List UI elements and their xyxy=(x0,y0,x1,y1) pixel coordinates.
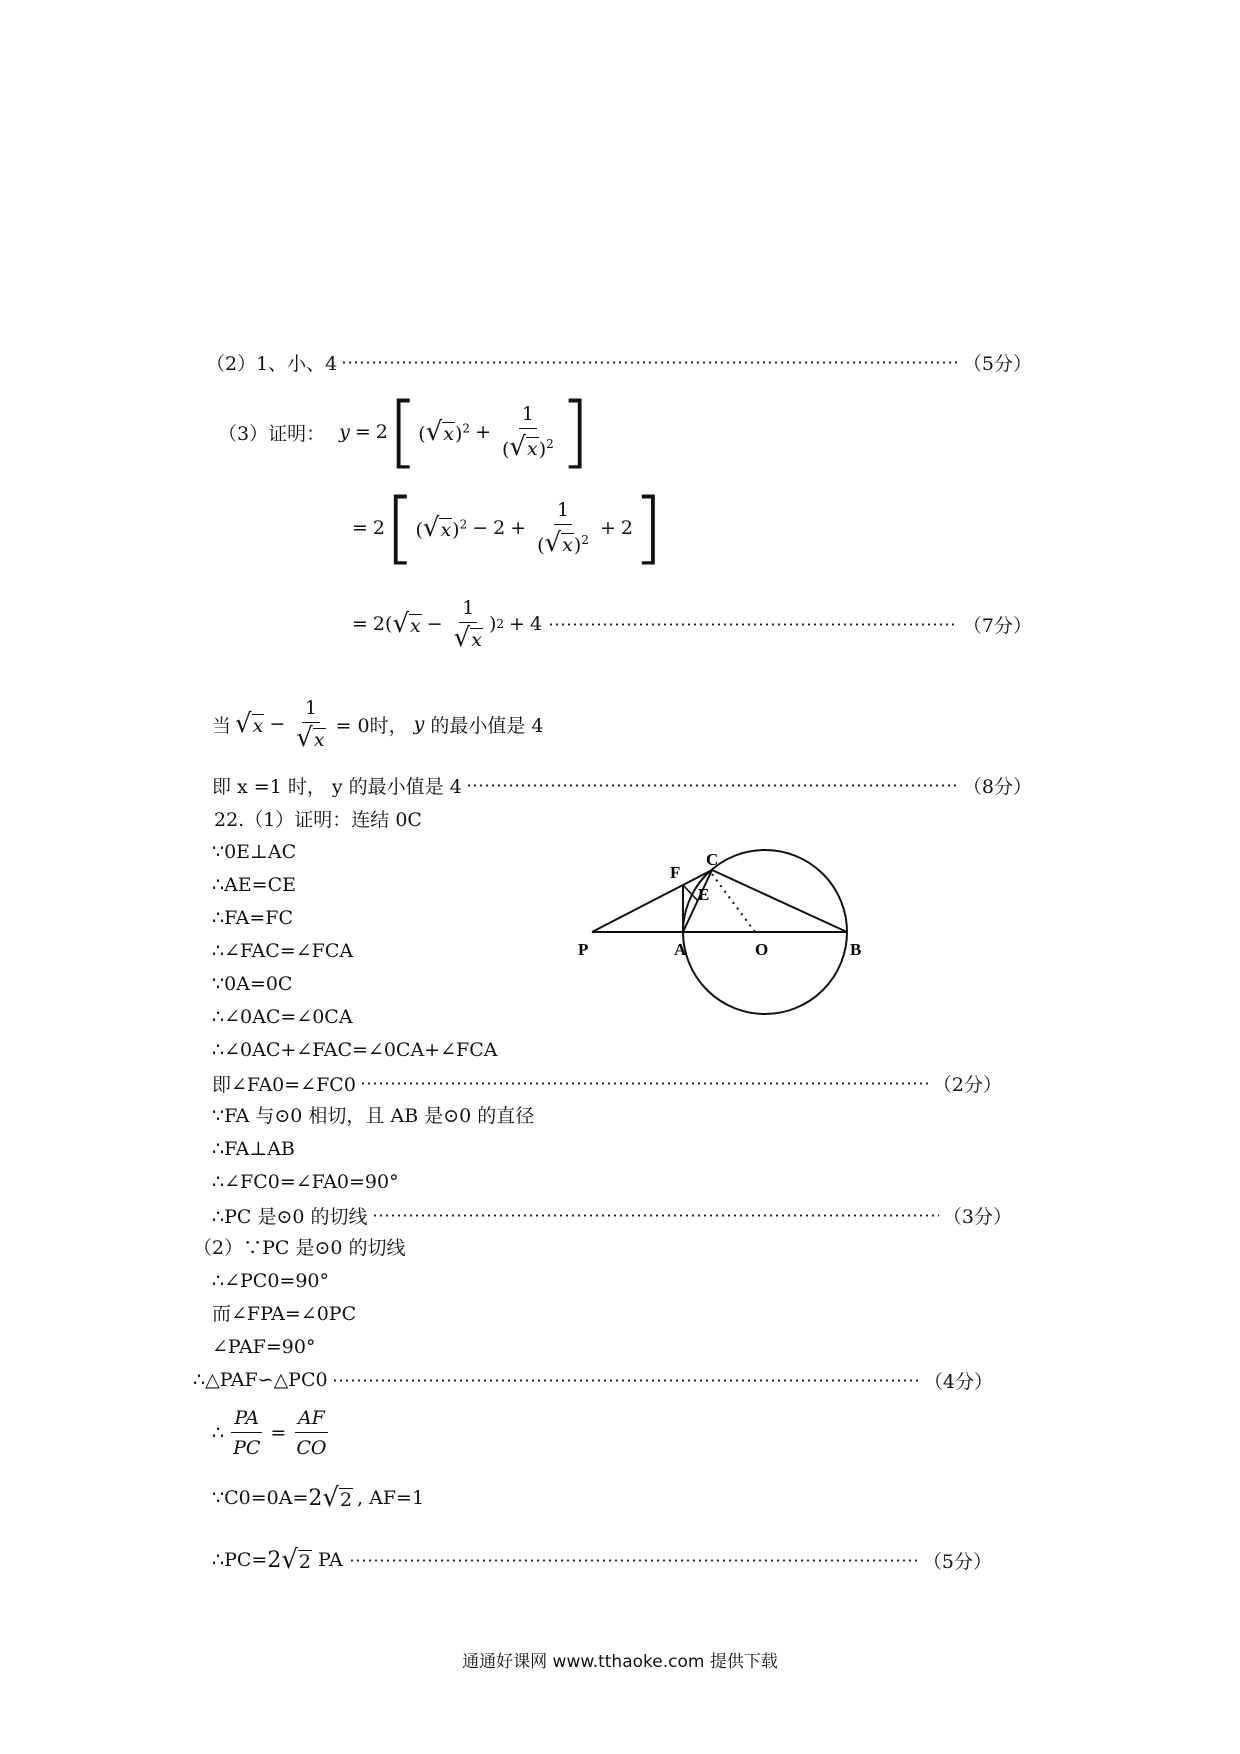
step5-score: （5分） xyxy=(922,1550,992,1573)
ratio-line xyxy=(212,1398,332,1468)
part2b-step4 xyxy=(193,1368,993,1392)
when-tail: 的最小值是 4 xyxy=(430,714,544,737)
two: 2 xyxy=(620,517,633,539)
leader-dots xyxy=(349,1559,917,1562)
leader-dots xyxy=(341,361,959,364)
part2-line xyxy=(206,350,1032,374)
q22-line-1: ∵0E⊥AC xyxy=(212,841,297,863)
ratio-frac-2: $\frac{AF}{CO}$ xyxy=(293,1404,329,1463)
two: 2 xyxy=(267,1547,282,1573)
equals: = xyxy=(352,613,368,635)
bracket-right: ] xyxy=(559,387,591,477)
step3-text: ∴PC 是⊙0 的切线 xyxy=(212,1205,368,1228)
q22-line-9: ∴FA⊥AB xyxy=(212,1138,295,1160)
step5-line xyxy=(212,1540,992,1580)
leader-dots xyxy=(466,784,959,787)
coef: 2 xyxy=(372,517,386,539)
paren-open: ( xyxy=(385,613,393,635)
when-line xyxy=(212,690,543,758)
var-y: y xyxy=(413,713,425,735)
bracket-left: [ xyxy=(385,483,416,573)
bracket-right: ] xyxy=(632,483,664,573)
proof-label: （3）证明： xyxy=(218,422,326,445)
q22-step3 xyxy=(212,1203,1012,1227)
part2b-line-1: ∴∠PC0=90° xyxy=(212,1270,330,1292)
sqrt-x: √x xyxy=(235,709,264,739)
coef: 2 xyxy=(372,613,386,635)
q22-line-7: ∴∠0AC+∠FAC=∠0CA+∠FCA xyxy=(212,1039,498,1061)
equals: = xyxy=(270,1422,287,1444)
leader-dots xyxy=(372,1214,939,1217)
q22-title: 22.（1）证明：连结 0C xyxy=(214,809,422,831)
label-o: O xyxy=(755,940,769,959)
ie-text: 即 x =1 时， y 的最小值是 4 xyxy=(212,775,462,798)
part2-score: （5分） xyxy=(962,352,1032,375)
label-a: A xyxy=(674,940,687,959)
label-p: P xyxy=(578,940,589,959)
q22-line-6: ∴∠0AC=∠0CA xyxy=(212,1006,353,1028)
plus: + xyxy=(509,613,525,635)
two: 2 xyxy=(493,517,506,539)
step2-score: （2分） xyxy=(932,1073,1002,1096)
fraction: $\frac{1}{(√x)^2}$ xyxy=(499,400,557,464)
q22-line-8: ∵FA 与⊙0 相切，且 AB 是⊙0 的直径 xyxy=(212,1105,535,1127)
term-sqrt-sq: $(√x)^2$ xyxy=(418,417,471,447)
proof-line-2 xyxy=(352,483,664,573)
minus: − xyxy=(269,713,286,735)
geometry-diagram xyxy=(570,840,890,1020)
four: 4 xyxy=(529,613,543,635)
minus: − xyxy=(472,517,489,539)
step3-score: （3分） xyxy=(942,1205,1012,1228)
given-prefix: ∵C0=0A= xyxy=(212,1487,309,1509)
term-sqrt-sq: $(√x)^2$ xyxy=(415,513,468,543)
part2b-line-3: ∠PAF=90° xyxy=(212,1336,316,1358)
plus: + xyxy=(510,517,527,539)
step4-score: （4分） xyxy=(923,1370,993,1393)
sqrt-x: √x xyxy=(392,609,421,639)
leader-dots xyxy=(548,623,957,626)
square: 2 xyxy=(496,617,505,631)
label-b: B xyxy=(850,940,862,959)
step5-prefix: ∴PC= xyxy=(212,1549,268,1571)
minus: − xyxy=(426,613,443,635)
paren-close: ) xyxy=(488,613,497,635)
given-line xyxy=(212,1478,424,1518)
bracket-left: [ xyxy=(387,387,419,477)
step5-suffix: PA xyxy=(318,1549,343,1571)
sqrt-2: √2 xyxy=(281,1545,312,1575)
q22-line-4: ∴∠FAC=∠FCA xyxy=(212,940,354,962)
plus: + xyxy=(475,421,491,443)
q22-line-2: ∴AE=CE xyxy=(212,874,297,896)
q22-line-10: ∴∠FC0=∠FA0=90° xyxy=(212,1171,399,1193)
two: 2 xyxy=(308,1485,323,1511)
label-f: F xyxy=(670,863,681,882)
proof-line-3 xyxy=(352,590,1032,658)
ie-line xyxy=(212,773,1032,797)
q22-step2 xyxy=(212,1071,1002,1095)
coef: 2 xyxy=(375,421,388,443)
equals: = xyxy=(354,421,371,443)
score-7: （7分） xyxy=(962,614,1032,637)
therefore: ∴ xyxy=(212,1422,225,1444)
fraction: $\frac{1}{(√x)^2}$ xyxy=(534,496,592,560)
fraction: $\frac{1}{√x}$ xyxy=(293,694,328,755)
plus: + xyxy=(599,517,616,539)
eq-zero: = 0时， xyxy=(335,714,408,737)
part2-text: （2）1、小、4 xyxy=(206,352,338,375)
fraction: $\frac{1}{√x}$ xyxy=(451,594,486,655)
leader-dots xyxy=(360,1082,929,1085)
q22-line-5: ∵0A=0C xyxy=(212,973,293,995)
part2b-title: （2）∵PC 是⊙0 的切线 xyxy=(193,1237,406,1259)
leader-dots xyxy=(332,1379,920,1382)
ie-score: （8分） xyxy=(962,775,1032,798)
sqrt-2: √2 xyxy=(322,1483,353,1513)
when-prefix: 当 xyxy=(212,714,232,737)
segment-oe-dotted xyxy=(712,874,755,932)
q22-line-3: ∴FA=FC xyxy=(212,907,293,929)
step2-text: 即∠FA0=∠FC0 xyxy=(212,1073,356,1096)
ratio-frac-1: $\frac{PA}{PC}$ xyxy=(230,1404,263,1463)
equals: = xyxy=(352,517,368,539)
part2b-line-2: 而∠FPA=∠0PC xyxy=(212,1303,357,1325)
step4-text: ∴△PAF∽△PC0 xyxy=(193,1369,328,1391)
given-suffix: , AF=1 xyxy=(357,1487,425,1509)
proof-line-1 xyxy=(218,387,591,477)
footer: 通通好课网 www.tthaoke.com 提供下载 xyxy=(462,1652,778,1672)
var-y: y xyxy=(339,421,350,443)
label-c: C xyxy=(706,850,719,869)
label-e: E xyxy=(698,885,710,904)
segment-pf xyxy=(592,885,683,932)
